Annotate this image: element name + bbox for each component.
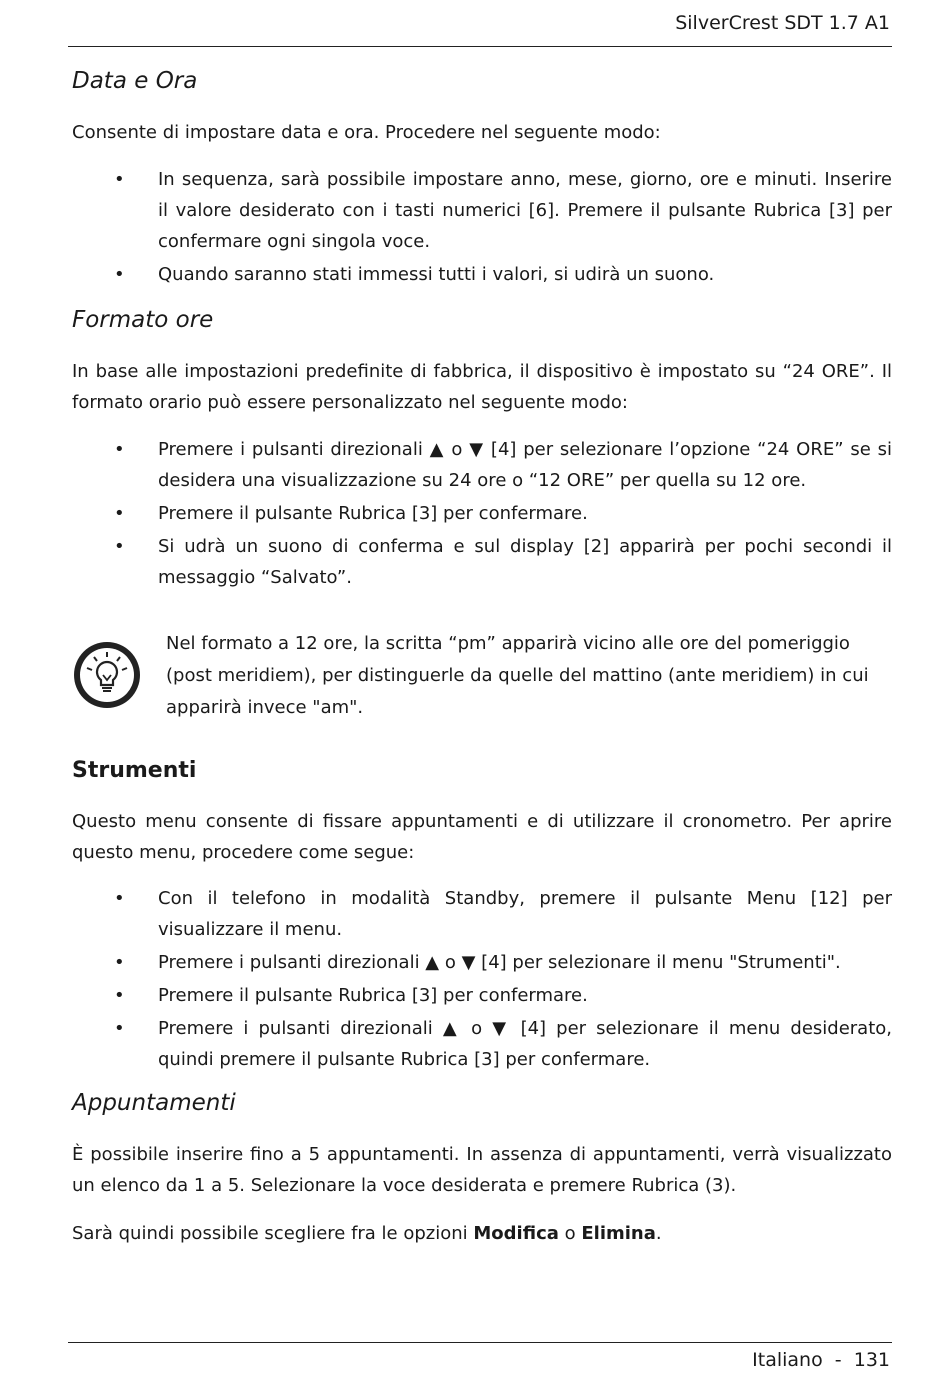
appuntamenti-options: Sarà quindi possibile scegliere fra le opzioni Modifica o Elimina. — [72, 1223, 662, 1244]
list-item: • Con il telefono in modalità Standby, premere il pulsante Menu [12] per visualizzare il menu. — [72, 883, 892, 945]
bullet-icon: • — [114, 439, 125, 460]
list-item: • In sequenza, sarà possibile impostare anno, mese, giorno, ore e minuti. Inserire il valore desiderato con i tasti numerici [6]. Premere il pulsante Rubrica [3] per confermare ogni singola voce. — [72, 164, 892, 257]
lightbulb-icon — [72, 640, 142, 710]
page-footer — [68, 1342, 892, 1371]
heading-formato-ore: Formato ore — [72, 307, 214, 333]
bullet-icon: • — [114, 952, 125, 973]
list-item: • Si udrà un suono di conferma e sul display [2] apparirà per pochi secondi il messaggio “Salvato”. — [72, 531, 892, 593]
list-item: • Quando saranno stati immessi tutti i valori, si udirà un suono. — [72, 259, 892, 290]
heading-appuntamenti: Appuntamenti — [72, 1090, 236, 1116]
strumenti-list — [72, 883, 892, 1077]
list-item: • Premere il pulsante Rubrica [3] per confermare. — [72, 980, 892, 1011]
list-item: • Premere il pulsante Rubrica [3] per confermare. — [72, 498, 892, 529]
formato-ore-list — [72, 434, 892, 595]
heading-strumenti: Strumenti — [72, 758, 197, 783]
list-item: • Premere i pulsanti direzionali ▲ o ▼ [4] per selezionare il menu desiderato, quindi premere il pulsante Rubrica [3] per confermare. — [72, 1013, 892, 1075]
page-header — [68, 12, 892, 47]
strumenti-intro: Questo menu consente di fissare appuntamenti e di utilizzare il cronometro. Per aprire questo menu, procedere come segue: — [72, 811, 892, 863]
bullet-icon: • — [114, 264, 125, 285]
header-title: SilverCrest SDT 1.7 A1 — [675, 12, 890, 34]
bullet-icon: • — [114, 1018, 125, 1039]
bullet-icon: • — [114, 536, 125, 557]
list-item: • Premere i pulsanti direzionali ▲ o ▼ [4] per selezionare l’opzione “24 ORE” se si desidera una visualizzazione su 24 ore o “12 ORE” per quella su 12 ore. — [72, 434, 892, 496]
heading-data-ora: Data e Ora — [72, 68, 198, 94]
footer-page-label: Italiano - 131 — [752, 1349, 890, 1371]
formato-ore-intro: In base alle impostazioni predefinite di fabbrica, il dispositivo è impostato su “24 ORE”. Il formato orario può essere personalizzato nel seguente modo: — [72, 361, 892, 413]
data-ora-intro: Consente di impostare data e ora. Procedere nel seguente modo: — [72, 122, 661, 143]
option-elimina: Elimina — [581, 1223, 656, 1244]
bullet-icon: • — [114, 888, 125, 909]
data-ora-list — [72, 164, 892, 292]
option-modifica: Modifica — [473, 1223, 559, 1244]
bullet-icon: • — [114, 985, 125, 1006]
bullet-icon: • — [114, 169, 125, 190]
tip-text: Nel formato a 12 ore, la scritta “pm” apparirà vicino alle ore del pomeriggio (post meridiem), per distinguerle da quelle del mattino (ante meridiem) in cui apparirà invece "am". — [166, 633, 869, 718]
appuntamenti-intro: È possibile inserire fino a 5 appuntamenti. In assenza di appuntamenti, verrà visualizzato un elenco da 1 a 5. Selezionare la voce desiderata e premere Rubrica (3). — [72, 1144, 892, 1196]
list-item: • Premere i pulsanti direzionali ▲ o ▼ [4] per selezionare il menu "Strumenti". — [72, 947, 892, 978]
bullet-icon: • — [114, 503, 125, 524]
